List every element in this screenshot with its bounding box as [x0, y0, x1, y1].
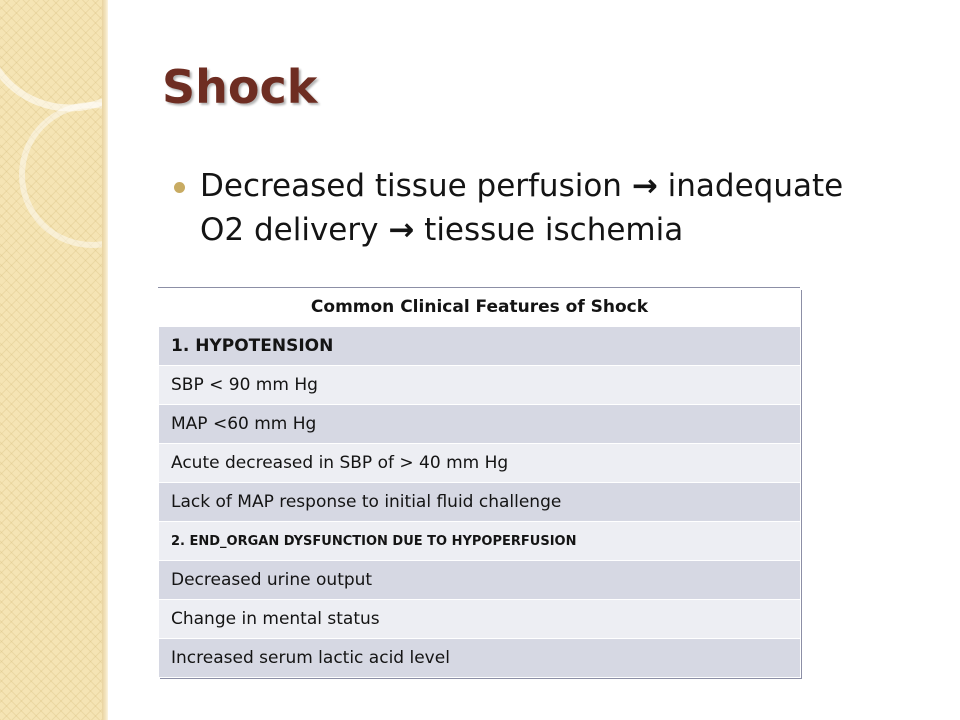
table-cell: SBP < 90 mm Hg — [159, 366, 801, 405]
decorative-circles — [0, 0, 102, 720]
table-row — [159, 366, 801, 405]
table-cell: 1. HYPOTENSION — [159, 327, 801, 366]
table-row — [159, 483, 801, 522]
slide-title: Shock — [162, 60, 318, 114]
table-row — [159, 405, 801, 444]
bullet-text-2b: tiessue ischemia — [414, 212, 684, 248]
table-cell: Decreased urine output — [159, 561, 801, 600]
side-band-edge — [102, 0, 108, 720]
table-cell: Lack of MAP response to initial fluid challenge — [159, 483, 801, 522]
clinical-features-table — [158, 287, 801, 678]
table-cell: Acute decreased in SBP of > 40 mm Hg — [159, 444, 801, 483]
bullet-text-2a: O2 delivery — [200, 212, 389, 248]
table-row-section-hypotension — [159, 327, 801, 366]
bullet-list — [168, 164, 948, 252]
table-cell: Increased serum lactic acid level — [159, 639, 801, 678]
table-row — [159, 561, 801, 600]
table-header: Common Clinical Features of Shock — [159, 288, 801, 327]
bullet-text-1a: Decreased tissue perfusion — [200, 168, 632, 204]
table-row — [159, 639, 801, 678]
table-cell: 2. END_ORGAN DYSFUNCTION DUE TO HYPOPERFUSION — [159, 522, 801, 561]
bullet-dot-icon — [174, 182, 185, 193]
bullet-item — [168, 164, 948, 252]
arrow-right-icon: → — [631, 168, 658, 204]
table-row-section-organ-dysfunction — [159, 522, 801, 561]
table-row — [159, 444, 801, 483]
table-row — [159, 600, 801, 639]
table-cell: Change in mental status — [159, 600, 801, 639]
arrow-right-icon: → — [388, 212, 415, 248]
bullet-text-1b: inadequate — [657, 168, 844, 204]
decorative-side-band — [0, 0, 102, 720]
table-header-row — [159, 288, 801, 327]
table-cell: MAP <60 mm Hg — [159, 405, 801, 444]
